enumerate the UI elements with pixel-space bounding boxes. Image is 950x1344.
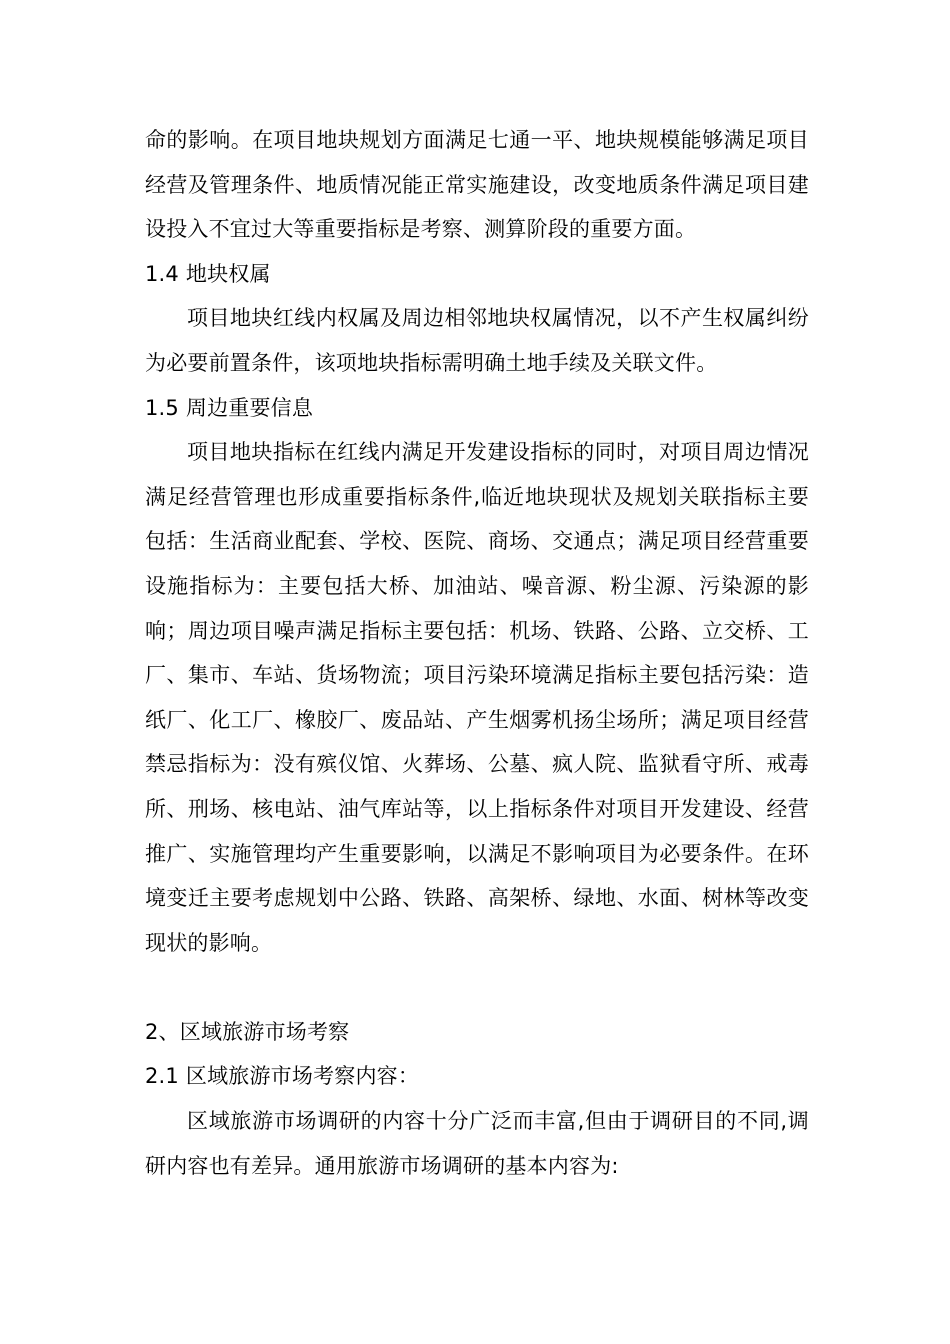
paragraph-surrounding-info: 项目地块指标在红线内满足开发建设指标的同时，对项目周边情况满足经营管理也形成重要指标条件,临近地块现状及规划关联指标主要包括：生活商业配套、学校、医院、商场、交通点；满足项目经营重要设施指标为：主要包括大桥、加油站、噪音源、粉尘源、污染源的影响；周边项目噪声满足指标主要包括：机场、铁路、公路、立交桥、工厂、集市、车站、货场物流；项目污染环境满足指标主要包括污染：造纸厂、化工厂、橡胶厂、废品站、产生烟雾机扬尘场所；满足项目经营禁忌指标为：没有殡仪馆、火葬场、公墓、疯人院、监狱看守所、戒毒所、刑场、核电站、油气库站等，以上指标条件对项目开发建设、经营推广、实施管理均产生重要影响，以满足不影响项目为必要条件。在环境变迁主要考虑规划中公路、铁路、高架桥、绿地、水面、树林等改变现状的影响。 [145,440,809,955]
paragraph-site-planning: 命的影响。在项目地块规划方面满足七通一平、地块规模能够满足项目经营及管理条件、地质情况能正常实施建设，改变地质条件满足项目建设投入不宜过大等重要指标是考察、测算阶段的重要方面。 [145,128,809,242]
paragraph-land-ownership: 项目地块红线内权属及周边相邻地块权属情况，以不产生权属纠纷为必要前置条件，该项地块指标需明确土地手续及关联文件。 [145,306,809,375]
blank-line [145,965,809,1010]
heading-1-5: 1.5 周边重要信息 [145,395,314,420]
heading-2-1: 2.1 区域旅游市场考察内容： [145,1064,420,1089]
paragraph-market-research: 区域旅游市场调研的内容十分广泛而丰富,但由于调研目的不同,调研内容也有差异。通用旅游市场调研的基本内容为: [145,1109,809,1178]
heading-2: 2、区域旅游市场考察 [145,1019,350,1044]
document-body [145,118,809,1188]
heading-1-4: 1.4 地块权属 [145,261,271,286]
